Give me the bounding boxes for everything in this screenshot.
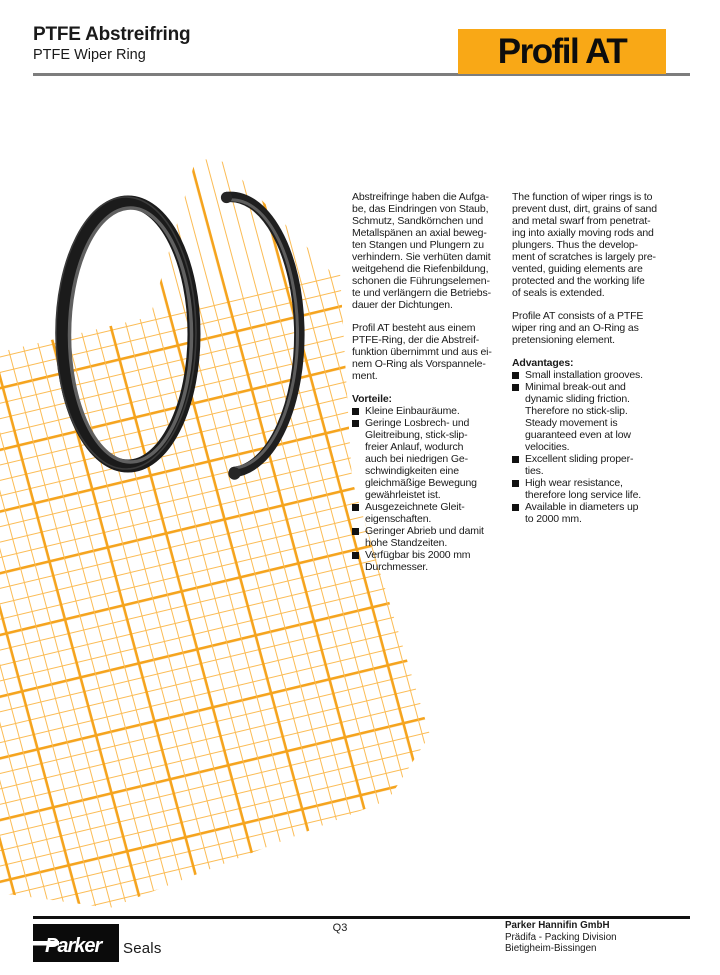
bullet-text <box>365 405 460 417</box>
text-line: Kleine Einbauräume. <box>365 405 460 417</box>
text-line: funktion übernimmt und aus ei- <box>352 346 492 358</box>
text-line: schonen die Führungselemen- <box>352 275 490 287</box>
text-line: Abstreifringe haben die Aufga- <box>352 191 489 203</box>
text-line: Therefore no stick-slip. <box>525 405 628 417</box>
bullet-item <box>352 405 504 417</box>
text-line: The function of wiper rings is to <box>512 191 653 203</box>
text-line: Schmutz, Sandkörnchen und <box>352 215 484 227</box>
text-line: gewährleistet ist. <box>365 489 441 501</box>
bullet-text <box>365 525 484 549</box>
page-code: Q3 <box>332 922 348 934</box>
bullet-text <box>365 417 477 501</box>
square-bullet-icon <box>352 408 359 415</box>
bullet-text <box>525 381 631 453</box>
text-line: plungers. Thus the develop- <box>512 239 638 251</box>
text-line: verhindern. Sie verhüten damit <box>352 251 491 263</box>
bullet-item <box>352 549 504 573</box>
text-line: hohe Standzeiten. <box>365 537 448 549</box>
paragraph <box>512 310 670 346</box>
text-line: Profil AT besteht aus einem <box>352 322 476 334</box>
bullet-item <box>512 501 670 525</box>
bullet-item <box>352 501 504 525</box>
text-line: guaranteed even at low <box>525 429 631 441</box>
text-line: gleichmäßige Bewegung <box>365 477 477 489</box>
company-block <box>505 920 617 955</box>
square-bullet-icon <box>512 504 519 511</box>
text-line: dynamic sliding friction. <box>525 393 630 405</box>
bullet-item <box>512 477 670 501</box>
square-bullet-icon <box>352 504 359 511</box>
text-line: of seals is extended. <box>512 287 605 299</box>
text-line: ten Stangen und Plungern zu <box>352 239 484 251</box>
square-bullet-icon <box>352 552 359 559</box>
company-division: Prädifa - Packing Division <box>505 931 617 943</box>
text-line: Durchmesser. <box>365 561 428 573</box>
text-line: pretensioning element. <box>512 334 615 346</box>
text-line: velocities. <box>525 441 570 453</box>
text-line: nem O-Ring als Vorspannele- <box>352 358 486 370</box>
list-heading: Vorteile: <box>352 393 392 405</box>
page-subtitle: PTFE Wiper Ring <box>33 47 146 63</box>
text-line: therefore long service life. <box>525 489 642 501</box>
text-line: Profile AT consists of a PTFE <box>512 310 644 322</box>
bullet-text <box>525 477 641 501</box>
page-title: PTFE Abstreifring <box>33 24 191 45</box>
profile-badge: Profil AT <box>458 29 666 74</box>
logo-wordmark: Parker <box>45 935 102 957</box>
text-line: ties. <box>525 465 544 477</box>
column-english <box>512 191 670 525</box>
text-line: Geringe Losbrech- und <box>365 417 470 429</box>
text-line: auch bei niedrigen Ge- <box>365 453 468 465</box>
text-line: vented, guiding elements are <box>512 263 643 275</box>
company-name: Parker Hannifin GmbH <box>505 920 610 931</box>
text-line: ment. <box>352 370 378 382</box>
bullet-item <box>512 453 670 477</box>
bullet-list <box>512 369 670 525</box>
square-bullet-icon <box>512 384 519 391</box>
bullet-item <box>352 525 504 549</box>
logo-suffix: Seals <box>123 940 162 957</box>
text-line: Verfügbar bis 2000 mm <box>365 549 471 561</box>
text-line: weitgehend die Riefenbildung, <box>352 263 489 275</box>
text-line: wiper ring and an O-Ring as <box>512 322 639 334</box>
bullet-text <box>525 453 633 477</box>
text-line: Available in diameters up <box>525 501 639 513</box>
text-line: and metal swarf from penetrat- <box>512 215 651 227</box>
bullet-item <box>512 381 670 453</box>
text-line: ing into axially moving rods and <box>512 227 654 239</box>
text-line: be, das Eindringen von Staub, <box>352 203 489 215</box>
column-german <box>352 191 504 573</box>
paragraph <box>352 322 504 382</box>
square-bullet-icon <box>512 372 519 379</box>
text-line: Gleitreibung, stick-slip- <box>365 429 468 441</box>
text-line: freier Anlauf, wodurch <box>365 441 464 453</box>
text-line: dauer der Dichtungen. <box>352 299 453 311</box>
bullet-text <box>525 369 643 381</box>
text-line: PTFE-Ring, der die Abstreif- <box>352 334 480 346</box>
text-line: to 2000 mm. <box>525 513 582 525</box>
square-bullet-icon <box>352 420 359 427</box>
parker-logo <box>33 924 119 962</box>
o-ring-end-top <box>221 192 232 203</box>
text-line: te und verlängern die Betriebs- <box>352 287 491 299</box>
text-line: schwindigkeiten eine <box>365 465 459 477</box>
text-line: High wear resistance, <box>525 477 623 489</box>
square-bullet-icon <box>512 456 519 463</box>
bullet-text <box>525 501 638 525</box>
bullet-item <box>352 417 504 501</box>
bullet-text <box>365 549 470 573</box>
list-heading: Advantages: <box>512 357 574 369</box>
text-line: Metallspänen an axial beweg- <box>352 227 487 239</box>
paragraph <box>352 191 504 311</box>
text-line: Minimal break-out and <box>525 381 626 393</box>
text-line: Steady movement is <box>525 417 618 429</box>
o-ring-end-bottom <box>228 467 240 479</box>
bullet-text <box>365 501 465 525</box>
text-line: Ausgezeichnete Gleit- <box>365 501 465 513</box>
text-line: protected and the working life <box>512 275 645 287</box>
square-bullet-icon <box>512 480 519 487</box>
bullet-item <box>512 369 670 381</box>
text-line: prevent dust, dirt, grains of sand <box>512 203 657 215</box>
text-line: Geringer Abrieb und damit <box>365 525 484 537</box>
square-bullet-icon <box>352 528 359 535</box>
footer-rule <box>33 916 690 919</box>
bullet-list <box>352 405 504 573</box>
text-line: Small installation grooves. <box>525 369 643 381</box>
text-line: Excellent sliding proper- <box>525 453 634 465</box>
text-line: ment of scratches is largely pre- <box>512 251 656 263</box>
text-line: eigenschaften. <box>365 513 432 525</box>
company-city: Bietigheim-Bissingen <box>505 943 597 954</box>
paragraph <box>512 191 670 299</box>
